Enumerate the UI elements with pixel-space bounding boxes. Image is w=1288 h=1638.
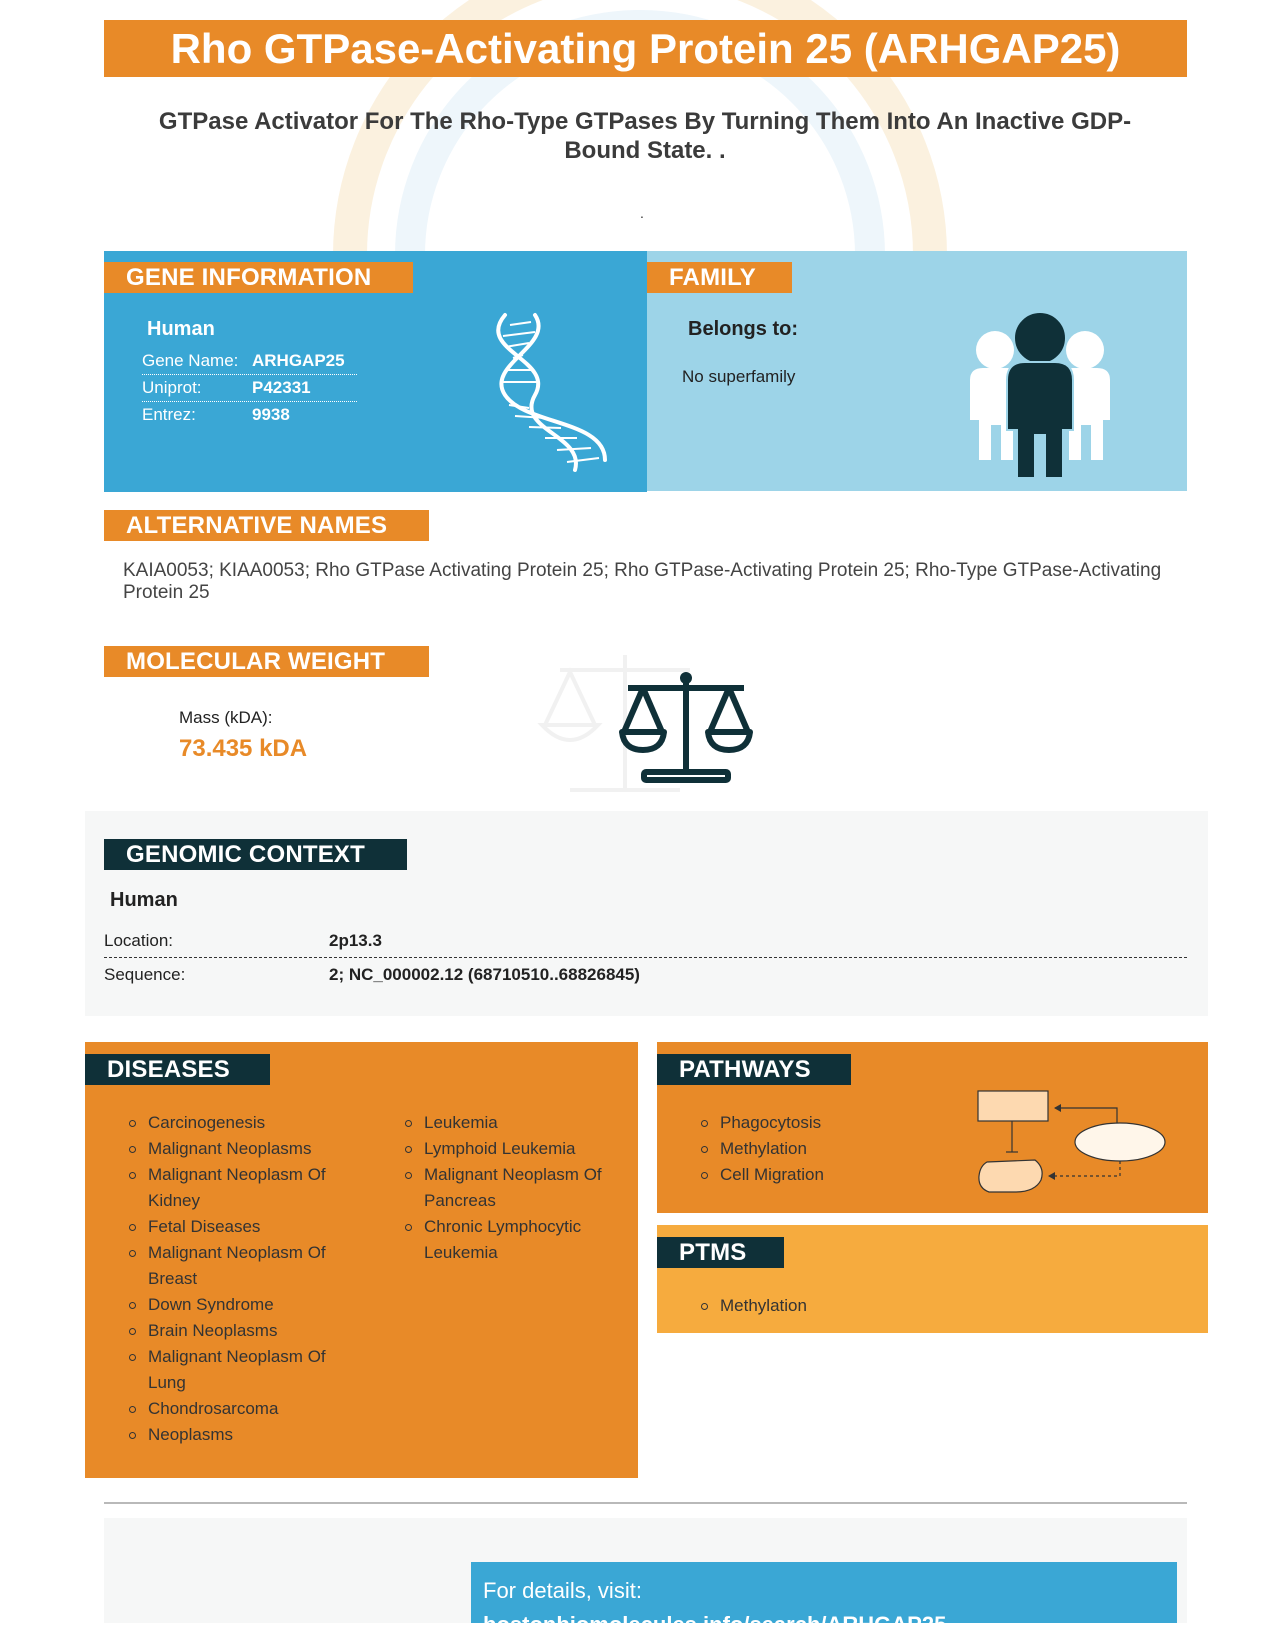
list-item: Chronic Lymphocytic Leukemia xyxy=(396,1214,626,1266)
location-label: Location: xyxy=(104,931,173,950)
mol-weight-heading: MOLECULAR WEIGHT xyxy=(104,646,429,677)
list-item: Malignant Neoplasm Of Pancreas xyxy=(396,1162,626,1214)
uniprot-row xyxy=(142,375,357,402)
list-item: Neoplasms xyxy=(120,1422,365,1448)
genomic-heading: GENOMIC CONTEXT xyxy=(104,839,407,870)
uniprot-label: Uniprot: xyxy=(142,378,202,397)
family-value: No superfamily xyxy=(682,367,796,386)
diseases-list-col2 xyxy=(396,1110,626,1266)
gene-name-value: ARHGAP25 xyxy=(252,351,345,370)
list-item: Malignant Neoplasm Of Lung xyxy=(120,1344,365,1396)
ptms-heading: PTMS xyxy=(657,1237,784,1268)
pathway-diagram-icon xyxy=(975,1088,1170,1194)
list-item: Methylation xyxy=(692,1293,952,1319)
uniprot-value: P42331 xyxy=(252,378,311,397)
subtitle-dot: . xyxy=(640,205,644,221)
details-label: For details, visit: xyxy=(483,1578,642,1603)
sequence-value: 2; NC_000002.12 (68710510..68826845) xyxy=(329,965,640,984)
entrez-value: 9938 xyxy=(252,405,290,424)
list-item: Brain Neoplasms xyxy=(120,1318,365,1344)
entrez-label: Entrez: xyxy=(142,405,196,424)
ptms-list xyxy=(692,1293,952,1319)
list-item: Cell Migration xyxy=(692,1162,952,1188)
entrez-row xyxy=(142,402,357,428)
list-item: Malignant Neoplasms xyxy=(120,1136,365,1162)
genomic-organism: Human xyxy=(110,889,178,911)
sequence-label: Sequence: xyxy=(104,965,186,984)
list-item: Down Syndrome xyxy=(120,1292,365,1318)
scale-icon xyxy=(618,672,754,784)
alt-names-text: KAIA0053; KIAA0053; Rho GTPase Activating Protein 25; Rho GTPase-Activating Protein 25; Rho-Type GTPase-Activating Protein 25 xyxy=(123,560,1162,603)
footer-divider xyxy=(104,1502,1187,1504)
diseases-list-col1 xyxy=(120,1110,365,1448)
gene-info-organism: Human xyxy=(147,318,215,340)
mass-label: Mass (kDA): xyxy=(179,708,273,727)
list-item: Methylation xyxy=(692,1136,952,1162)
page-title: Rho GTPase-Activating Protein 25 (ARHGAP25) xyxy=(104,20,1187,77)
gene-info-heading: GENE INFORMATION xyxy=(104,262,413,293)
list-item: Phagocytosis xyxy=(692,1110,952,1136)
gene-name-label: Gene Name: xyxy=(142,351,239,370)
list-item: Fetal Diseases xyxy=(120,1214,365,1240)
pathways-heading: PATHWAYS xyxy=(657,1054,851,1085)
location-value: 2p13.3 xyxy=(329,931,382,950)
list-item: Malignant Neoplasm Of Kidney xyxy=(120,1162,365,1214)
list-item: Malignant Neoplasm Of Breast xyxy=(120,1240,365,1292)
family-heading: FAMILY xyxy=(647,262,792,293)
alt-names-heading: ALTERNATIVE NAMES xyxy=(104,510,429,541)
family-icon xyxy=(965,310,1115,480)
dna-icon xyxy=(465,310,615,475)
diseases-heading: DISEASES xyxy=(85,1054,270,1085)
details-box xyxy=(471,1562,1177,1637)
gene-info-table xyxy=(142,348,357,428)
genomic-location-row xyxy=(104,925,1187,958)
gene-name-row xyxy=(142,348,357,375)
family-belongs-label: Belongs to: xyxy=(688,318,798,340)
details-link[interactable]: bostonbiomolecules.info/search/ARHGAP25 xyxy=(483,1612,947,1637)
list-item: Lymphoid Leukemia xyxy=(396,1136,626,1162)
list-item: Leukemia xyxy=(396,1110,626,1136)
list-item: Carcinogenesis xyxy=(120,1110,365,1136)
list-item: Chondrosarcoma xyxy=(120,1396,365,1422)
page-subtitle: GTPase Activator For The Rho-Type GTPases By Turning Them Into An Inactive GDP-Bound State. . xyxy=(158,108,1132,164)
mass-value: 73.435 kDA xyxy=(179,735,308,762)
pathways-list xyxy=(692,1110,952,1188)
